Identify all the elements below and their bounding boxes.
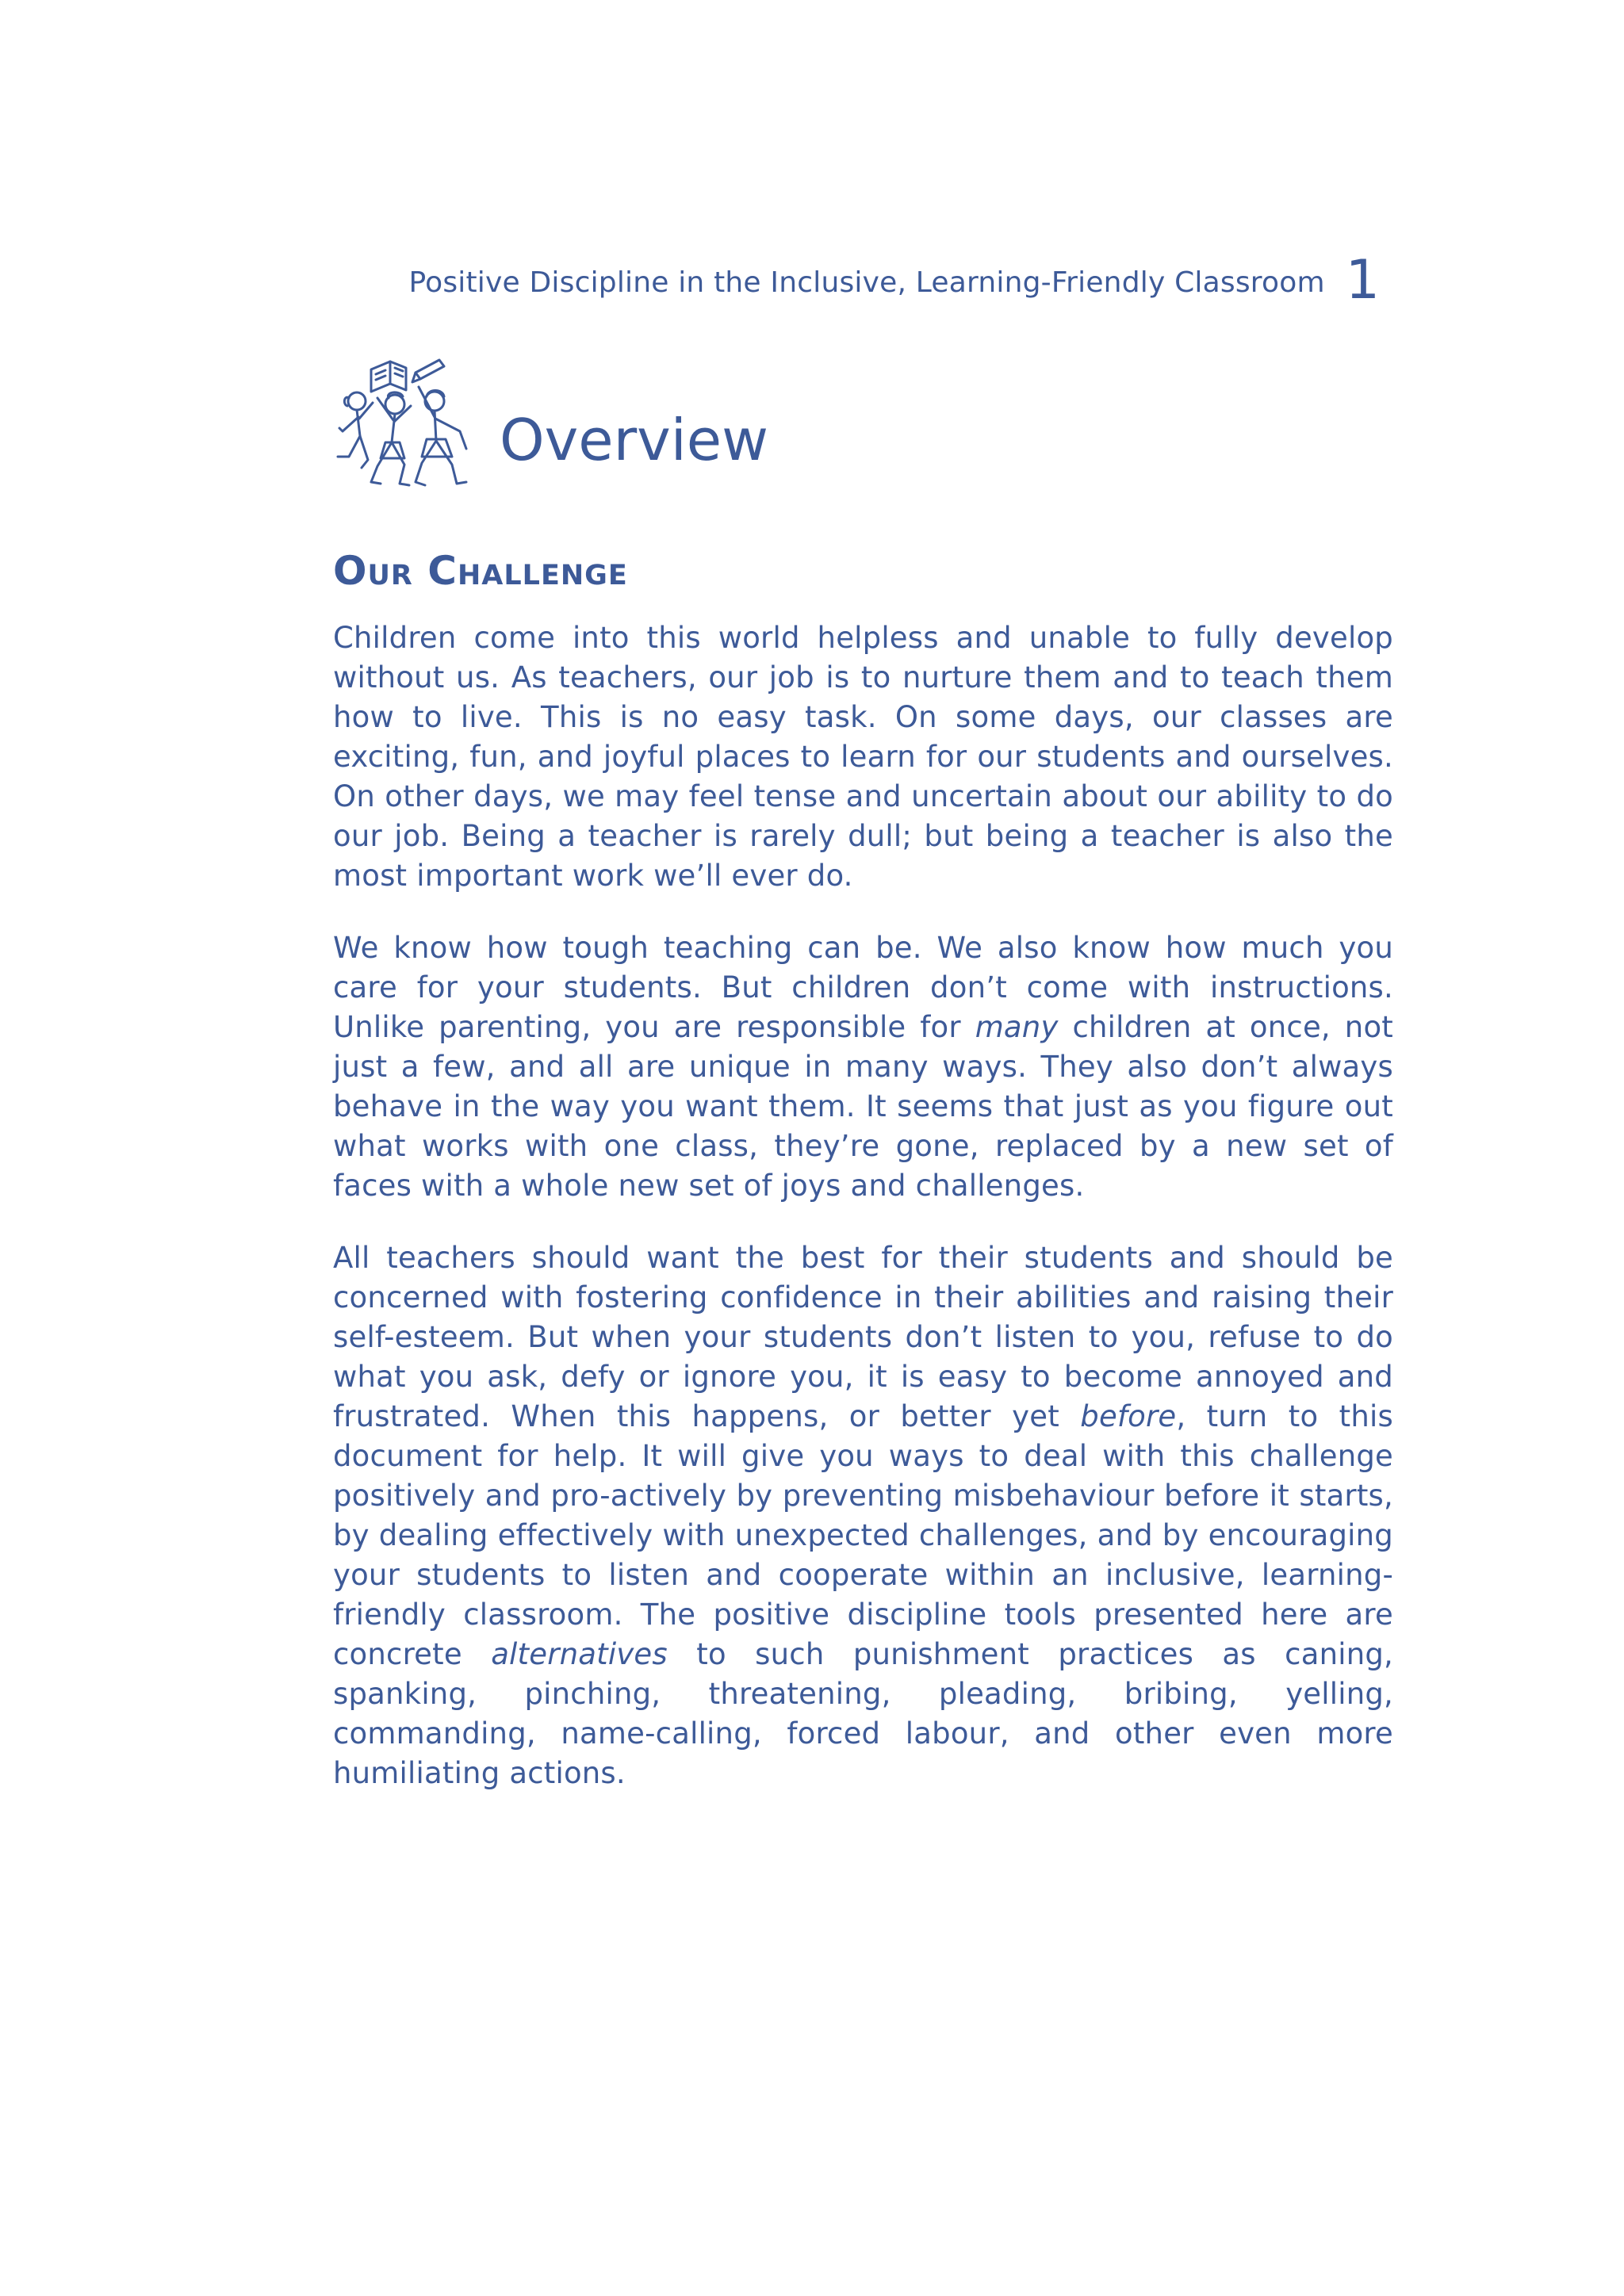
paragraph-2 [333,928,1393,1206]
paragraph-2-text-a: We know how tough teaching can be. We also know how much you care for your students. But children don’t come with instructions. Unlike parenting, you are responsible for [333,931,1393,1044]
paragraph-3-emphasis-alternatives: alternatives [491,1637,668,1671]
paragraph-1: Children come into this world helpless and unable to fully develop without us. As teachers, our job is to nurture them and to teach them how to live. This is no easy task. On some days, our classes are exciting, fun, and joyful places to learn for our students and ourselves. On other days, we may feel tense and uncertain about our ability to do our job. Being a teacher is rarely dull; but being a teacher is also the most important work we’ll ever do. [333,621,1393,893]
running-title: Positive Discipline in the Inclusive, Learning-Friendly Classroom [408,266,1325,299]
body-text [333,618,1393,1826]
paragraph-3-text-c: to such punishment practices as caning, spanking, pinching, threatening, pleading, bribing, yelling, commanding, name-calling, forced labour, and other even more humiliating actions. [333,1637,1393,1790]
paragraph-2-emphasis: many [975,1010,1059,1044]
paragraph-3-text-a: All teachers should want the best for their students and should be concerned with fostering confidence in their abilities and raising their self-esteem. But when your students don’t listen to you, refuse to do what you ask, defy or ignore you, it is easy to become annoyed and frustrated. When this happens, or better yet [333,1241,1393,1433]
section-heading: Our Challenge [333,548,628,594]
page-number: 1 [1345,249,1380,312]
running-header [333,238,1380,312]
paragraph-3-text-b: , turn to this document for help. It will give you ways to deal with this challenge positively and pro-actively by preventing misbehaviour before it starts, by dealing effectively with unexpected challenges, and by encouraging your students to listen and cooperate within an inclusive, learning-friendly classroom. The positive discipline tools presented here are concrete [333,1399,1393,1671]
paragraph-3-emphasis-before: before [1080,1399,1177,1433]
chapter-title: Overview [500,407,768,473]
paragraph-3 [333,1238,1393,1793]
children-with-book-icon [333,355,479,492]
paragraph-2-text-b: children at once, not just a few, and all are unique in many ways. They also don’t always behave in the way you want them. It seems that just as you figure out what works with one class, they’re gone, replaced by a new set of faces with a whole new set of joys and challenges. [333,1010,1393,1203]
